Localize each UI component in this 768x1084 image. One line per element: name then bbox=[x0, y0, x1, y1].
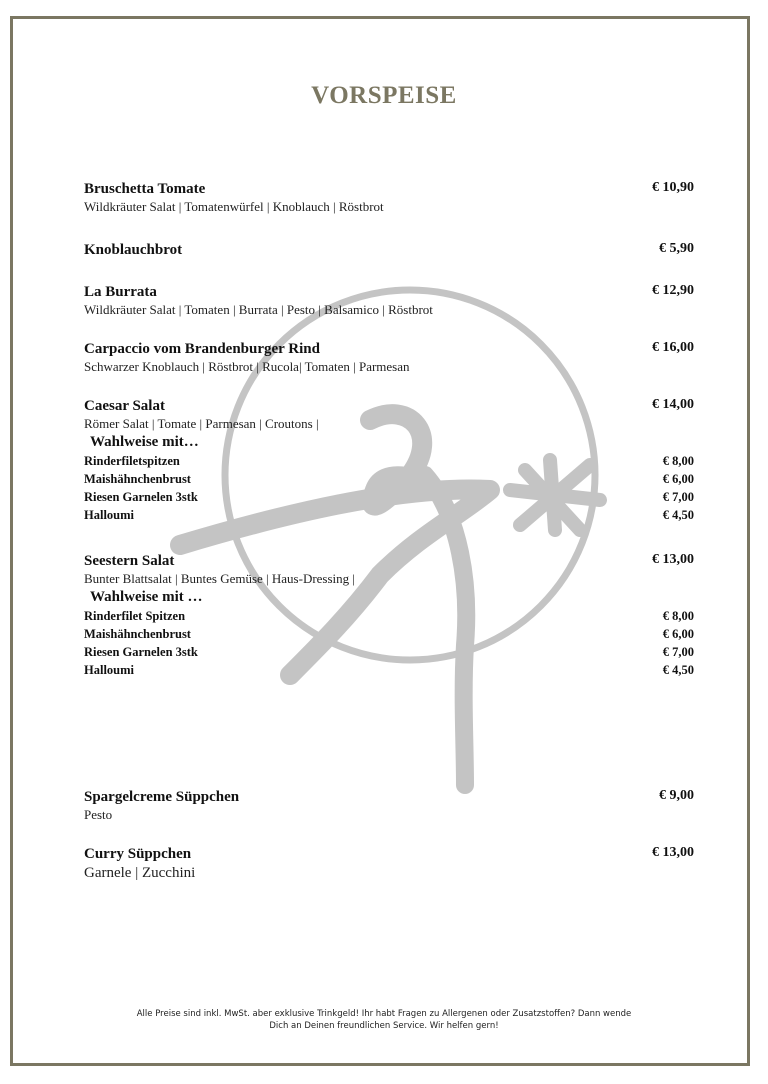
item-price: € 16,00 bbox=[652, 340, 694, 355]
options-heading: Wahlweise mit… bbox=[90, 434, 199, 450]
menu-item bbox=[84, 788, 694, 823]
option-name: Maishähnchenbrust bbox=[84, 627, 191, 641]
option-row bbox=[84, 506, 694, 524]
option-row bbox=[84, 488, 694, 506]
item-description: Bunter Blattsalat | Buntes Gemüse | Haus-Dressing | bbox=[84, 571, 356, 586]
item-description: Garnele | Zucchini bbox=[84, 865, 196, 881]
menu-item bbox=[84, 552, 694, 679]
option-name: Rinderfilet Spitzen bbox=[84, 609, 186, 623]
footer-line: Alle Preise sind inkl. MwSt. aber exklusive Trinkgeld! Ihr habt Fragen zu Allergenen oder Zusatzstoffen? Dann wende bbox=[136, 1009, 632, 1019]
page-title: VORSPEISE bbox=[311, 82, 457, 109]
menu-item bbox=[84, 340, 694, 375]
option-price: € 6,00 bbox=[662, 472, 694, 486]
option-row bbox=[84, 452, 694, 470]
option-name: Maishähnchenbrust bbox=[84, 472, 191, 486]
option-price: € 7,00 bbox=[662, 645, 694, 659]
item-name: Knoblauchbrot bbox=[84, 242, 183, 258]
item-name: Seestern Salat bbox=[84, 553, 175, 569]
option-name: Halloumi bbox=[84, 663, 135, 677]
option-row bbox=[84, 470, 694, 488]
item-name: Carpaccio vom Brandenburger Rind bbox=[84, 341, 320, 357]
menu-item bbox=[84, 283, 694, 318]
item-price: € 12,90 bbox=[652, 283, 694, 298]
option-name: Riesen Garnelen 3stk bbox=[84, 490, 198, 504]
option-row bbox=[84, 607, 694, 625]
item-name: La Burrata bbox=[84, 284, 157, 300]
option-row bbox=[84, 625, 694, 643]
menu-item bbox=[84, 241, 694, 259]
item-description: Wildkräuter Salat | Tomaten | Burrata | Pesto | Balsamico | Röstbrot bbox=[84, 302, 433, 317]
options-heading: Wahlweise mit … bbox=[90, 589, 203, 605]
item-name: Bruschetta Tomate bbox=[84, 181, 206, 197]
menu-item bbox=[84, 845, 694, 883]
menu-item bbox=[84, 180, 694, 215]
footer-note bbox=[80, 1008, 688, 1032]
item-description: Pesto bbox=[84, 807, 113, 822]
option-price: € 8,00 bbox=[662, 454, 694, 468]
item-price: € 13,00 bbox=[652, 552, 694, 567]
option-price: € 4,50 bbox=[662, 663, 694, 677]
option-price: € 6,00 bbox=[662, 627, 694, 641]
option-row bbox=[84, 643, 694, 661]
option-name: Halloumi bbox=[84, 508, 135, 522]
item-price: € 5,90 bbox=[659, 241, 694, 256]
option-price: € 7,00 bbox=[662, 490, 694, 504]
option-price: € 8,00 bbox=[662, 609, 694, 623]
item-description: Schwarzer Knoblauch | Röstbrot | Rucola| Tomaten | Parmesan bbox=[84, 359, 410, 374]
item-name: Spargelcreme Süppchen bbox=[84, 789, 240, 805]
option-name: Riesen Garnelen 3stk bbox=[84, 645, 198, 659]
option-price: € 4,50 bbox=[662, 508, 694, 522]
item-price: € 9,00 bbox=[659, 788, 694, 803]
item-name: Curry Süppchen bbox=[84, 846, 192, 862]
item-price: € 13,00 bbox=[652, 845, 694, 860]
footer-line: Dich an Deinen freundlichen Service. Wir helfen gern! bbox=[269, 1021, 499, 1031]
item-description: Wildkräuter Salat | Tomatenwürfel | Knoblauch | Röstbrot bbox=[84, 199, 384, 214]
menu-item bbox=[84, 397, 694, 524]
item-price: € 10,90 bbox=[652, 180, 694, 195]
option-row bbox=[84, 661, 694, 679]
item-description: Römer Salat | Tomate | Parmesan | Croutons | bbox=[84, 416, 319, 431]
item-name: Caesar Salat bbox=[84, 398, 165, 414]
option-name: Rinderfiletspitzen bbox=[84, 454, 180, 468]
item-price: € 14,00 bbox=[652, 397, 694, 412]
